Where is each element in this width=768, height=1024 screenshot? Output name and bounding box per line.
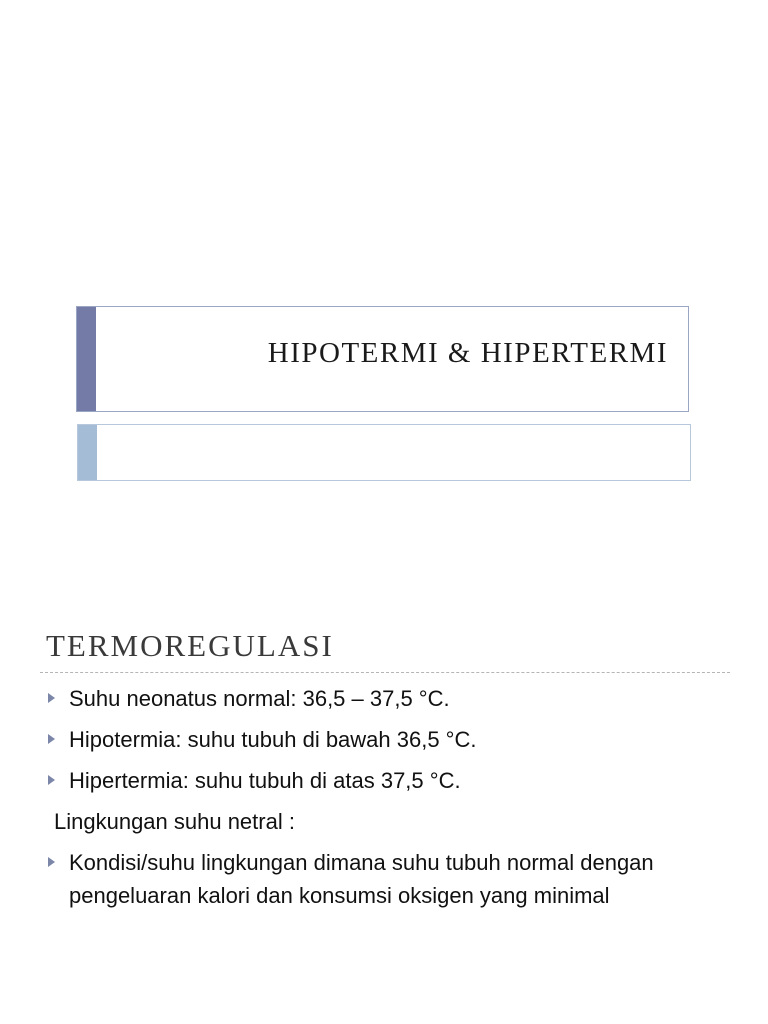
bullet-text: Hipertermia: suhu tubuh di atas 37,5 °C. <box>69 768 461 793</box>
subtitle-placeholder <box>77 424 691 481</box>
bullet-arrow-icon <box>48 734 55 744</box>
bullet-list <box>46 682 736 920</box>
bullet-text: Hipotermia: suhu tubuh di bawah 36,5 °C. <box>69 727 477 752</box>
heading-divider <box>40 672 730 673</box>
bullet-arrow-icon <box>48 775 55 785</box>
bullet-item <box>46 846 736 912</box>
slide-title: HIPOTERMI & HIPERTERMI <box>267 337 668 369</box>
bullet-item <box>46 723 736 756</box>
bullet-arrow-icon <box>48 693 55 703</box>
bullet-text: Lingkungan suhu netral : <box>54 809 295 834</box>
title-placeholder <box>76 306 689 412</box>
bullet-arrow-icon <box>48 857 55 867</box>
slide-heading: TERMOREGULASI <box>46 628 334 663</box>
bullet-item <box>46 764 736 797</box>
bullet-text: Kondisi/suhu lingkungan dimana suhu tubuh normal dengan pengeluaran kalori dan konsumsi oksigen yang minimal <box>69 850 654 908</box>
subtitle-accent-bar <box>78 425 97 480</box>
sub-heading-line <box>46 805 736 838</box>
content-slide <box>0 576 768 1024</box>
bullet-item <box>46 682 736 715</box>
title-accent-bar <box>77 307 96 411</box>
bullet-text: Suhu neonatus normal: 36,5 – 37,5 °C. <box>69 686 450 711</box>
